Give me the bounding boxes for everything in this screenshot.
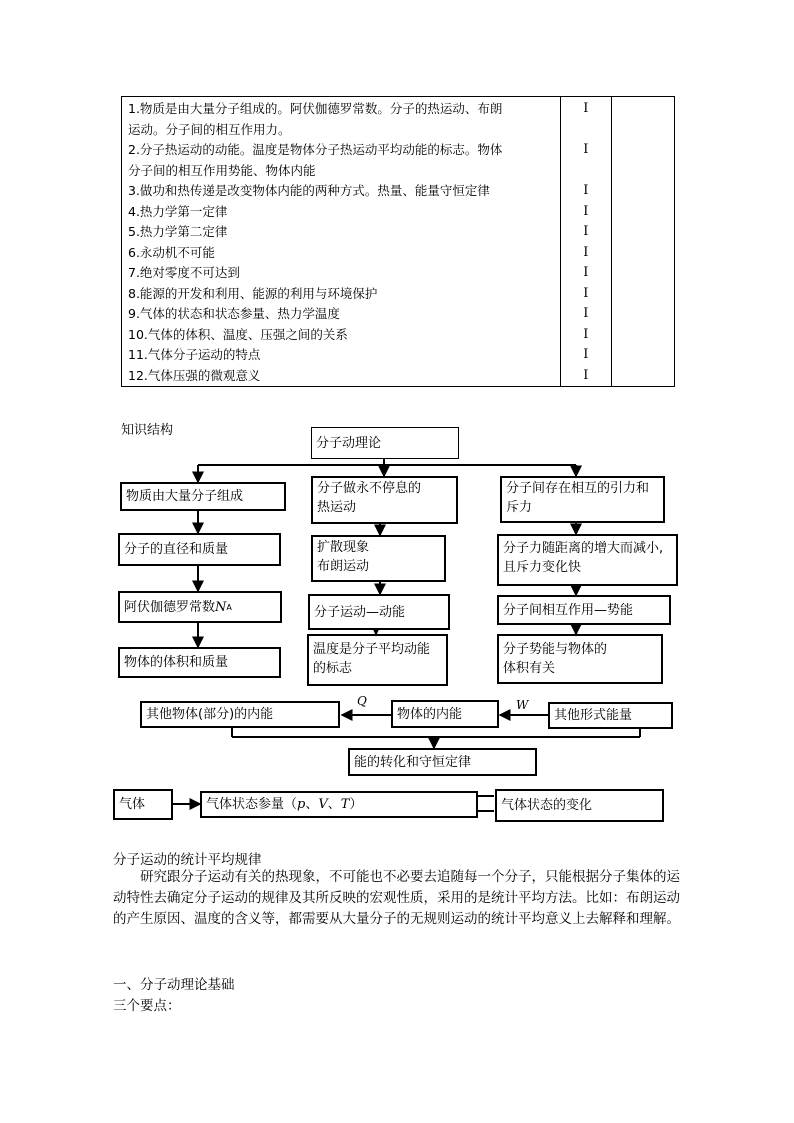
box-text-line1: 温度是分子平均动能	[313, 642, 431, 657]
topic-cell: 4.热力学第一定律	[122, 202, 561, 223]
topic-cell: 11.气体分子运动的特点	[122, 345, 561, 366]
box-kinetic-theory: 分子动理论	[311, 427, 459, 459]
box-gas: 气体	[113, 789, 173, 820]
topic-cell: 12.气体压强的微观意义	[122, 366, 561, 387]
box-molecular-motion-kinetic-energy: 分子运动—动能	[308, 594, 450, 630]
box-text-line1: 分子做永不停息的	[317, 481, 422, 496]
box-avogadro-constant	[118, 591, 282, 623]
box-interaction-potential-energy: 分子间相互作用—势能	[497, 595, 671, 625]
topic-cell: 5.热力学第二定律	[122, 222, 561, 243]
box-text-line1: 分子间存在相互的引力和	[506, 481, 650, 496]
box-text-line2: 且斥力变化快	[503, 560, 582, 575]
box-attraction-repulsion	[500, 476, 665, 523]
box-other-body-internal-energy: 其他物体(部分)的内能	[140, 701, 340, 728]
avogadro-label: 阿伏伽德罗常数	[124, 599, 216, 615]
box-potential-energy-volume	[497, 634, 663, 684]
level-cell: Ⅰ	[560, 97, 611, 141]
params-suffix: ）	[349, 797, 363, 812]
box-molecule-diameter-mass: 分子的直径和质量	[118, 533, 281, 566]
level-cell: Ⅰ	[560, 345, 611, 366]
section-one-subheading: 三个要点：	[113, 998, 181, 1014]
level-cell: Ⅰ	[560, 243, 611, 264]
topic-cell: 10.气体的体积、温度、压强之间的关系	[122, 325, 561, 346]
box-gas-state-parameters	[200, 791, 478, 818]
box-diffusion-brownian	[311, 535, 446, 582]
level-cell: Ⅰ	[560, 202, 611, 223]
box-text-line2: 布朗运动	[317, 559, 370, 574]
box-text-line2: 热运动	[317, 500, 357, 515]
topic-text-line1: 2.分子热运动的动能。温度是物体分子热运动平均动能的标志。物体	[128, 142, 503, 157]
box-text-line2: 的标志	[313, 661, 353, 676]
topic-cell: 9.气体的状态和状态参量、热力学温度	[122, 304, 561, 325]
topic-text-line2: 运动。分子间的相互作用力。	[128, 121, 291, 137]
box-text-line2: 体积有关	[503, 661, 556, 676]
box-energy-conservation-law: 能的转化和守恒定律	[348, 748, 537, 776]
level-cell: Ⅰ	[560, 140, 611, 181]
box-force-vs-distance	[497, 534, 678, 586]
work-w-label: W	[516, 698, 529, 712]
topic-cell: 3.做功和热传递是改变物体内能的两种方式。热量、能量守恒定律	[122, 181, 561, 202]
param-v: V	[318, 797, 328, 812]
box-gas-state-change: 气体状态的变化	[495, 789, 664, 822]
topic-text-line1: 1.物质是由大量分子组成的。阿伏伽德罗常数。分子的热运动、布朗	[128, 101, 503, 116]
level-cell: Ⅰ	[560, 325, 611, 346]
topic-cell: 7.绝对零度不可达到	[122, 263, 561, 284]
level-cell: Ⅰ	[560, 284, 611, 305]
heat-q-label: Q	[357, 694, 367, 708]
level-cell: Ⅰ	[560, 181, 611, 202]
avogadro-symbol: N	[215, 599, 227, 615]
section-one-heading: 一、分子动理论基础	[113, 977, 235, 993]
stat-section-paragraph-block	[113, 867, 683, 930]
level-cell: Ⅰ	[560, 304, 611, 325]
topic-text-line2: 分子间的相互作用势能、物体内能	[128, 162, 316, 178]
avogadro-subscript: A	[226, 602, 232, 612]
box-matter-many-molecules: 物质由大量分子组成	[120, 482, 286, 511]
topic-cell: 6.永动机不可能	[122, 243, 561, 264]
level-cell: Ⅰ	[560, 366, 611, 387]
stat-section-heading: 分子运动的统计平均规律	[113, 852, 262, 868]
param-sep-2: 、	[327, 797, 341, 812]
param-t: T	[340, 797, 350, 812]
box-perpetual-thermal-motion	[311, 476, 458, 524]
param-p: p	[297, 797, 306, 812]
box-volume-and-mass: 物体的体积和质量	[118, 647, 281, 678]
box-text-line1: 扩散现象	[317, 540, 370, 555]
box-other-forms-energy: 其他形式能量	[548, 702, 673, 729]
box-text-line1: 分子势能与物体的	[503, 642, 608, 657]
box-temperature-average-kinetic	[307, 634, 448, 686]
box-text-line2: 斥力	[506, 500, 533, 515]
topic-cell: 8.能源的开发和利用、能源的利用与环境保护	[122, 284, 561, 305]
box-internal-energy: 物体的内能	[391, 700, 499, 728]
box-text-line1: 分子力随距离的增大而减小,	[503, 541, 664, 556]
level-cell: Ⅰ	[560, 263, 611, 284]
section-title-knowledge-structure: 知识结构	[121, 423, 174, 438]
stat-section-paragraph: 研究跟分子运动有关的热现象，不可能也不必要去追随每一个分子，只能根据分子集体的运动特性去确定分子运动的规律及其所反映的宏观性质，采用的是统计平均方法。比如：布朗运动的产生原因、温度的含义等，都需要从大量分子的无规则运动的统计平均意义上去解释和理解。	[113, 869, 680, 927]
level-cell: Ⅰ	[560, 222, 611, 243]
params-prefix: 气体状态参量（	[206, 797, 298, 812]
param-sep-1: 、	[305, 797, 319, 812]
